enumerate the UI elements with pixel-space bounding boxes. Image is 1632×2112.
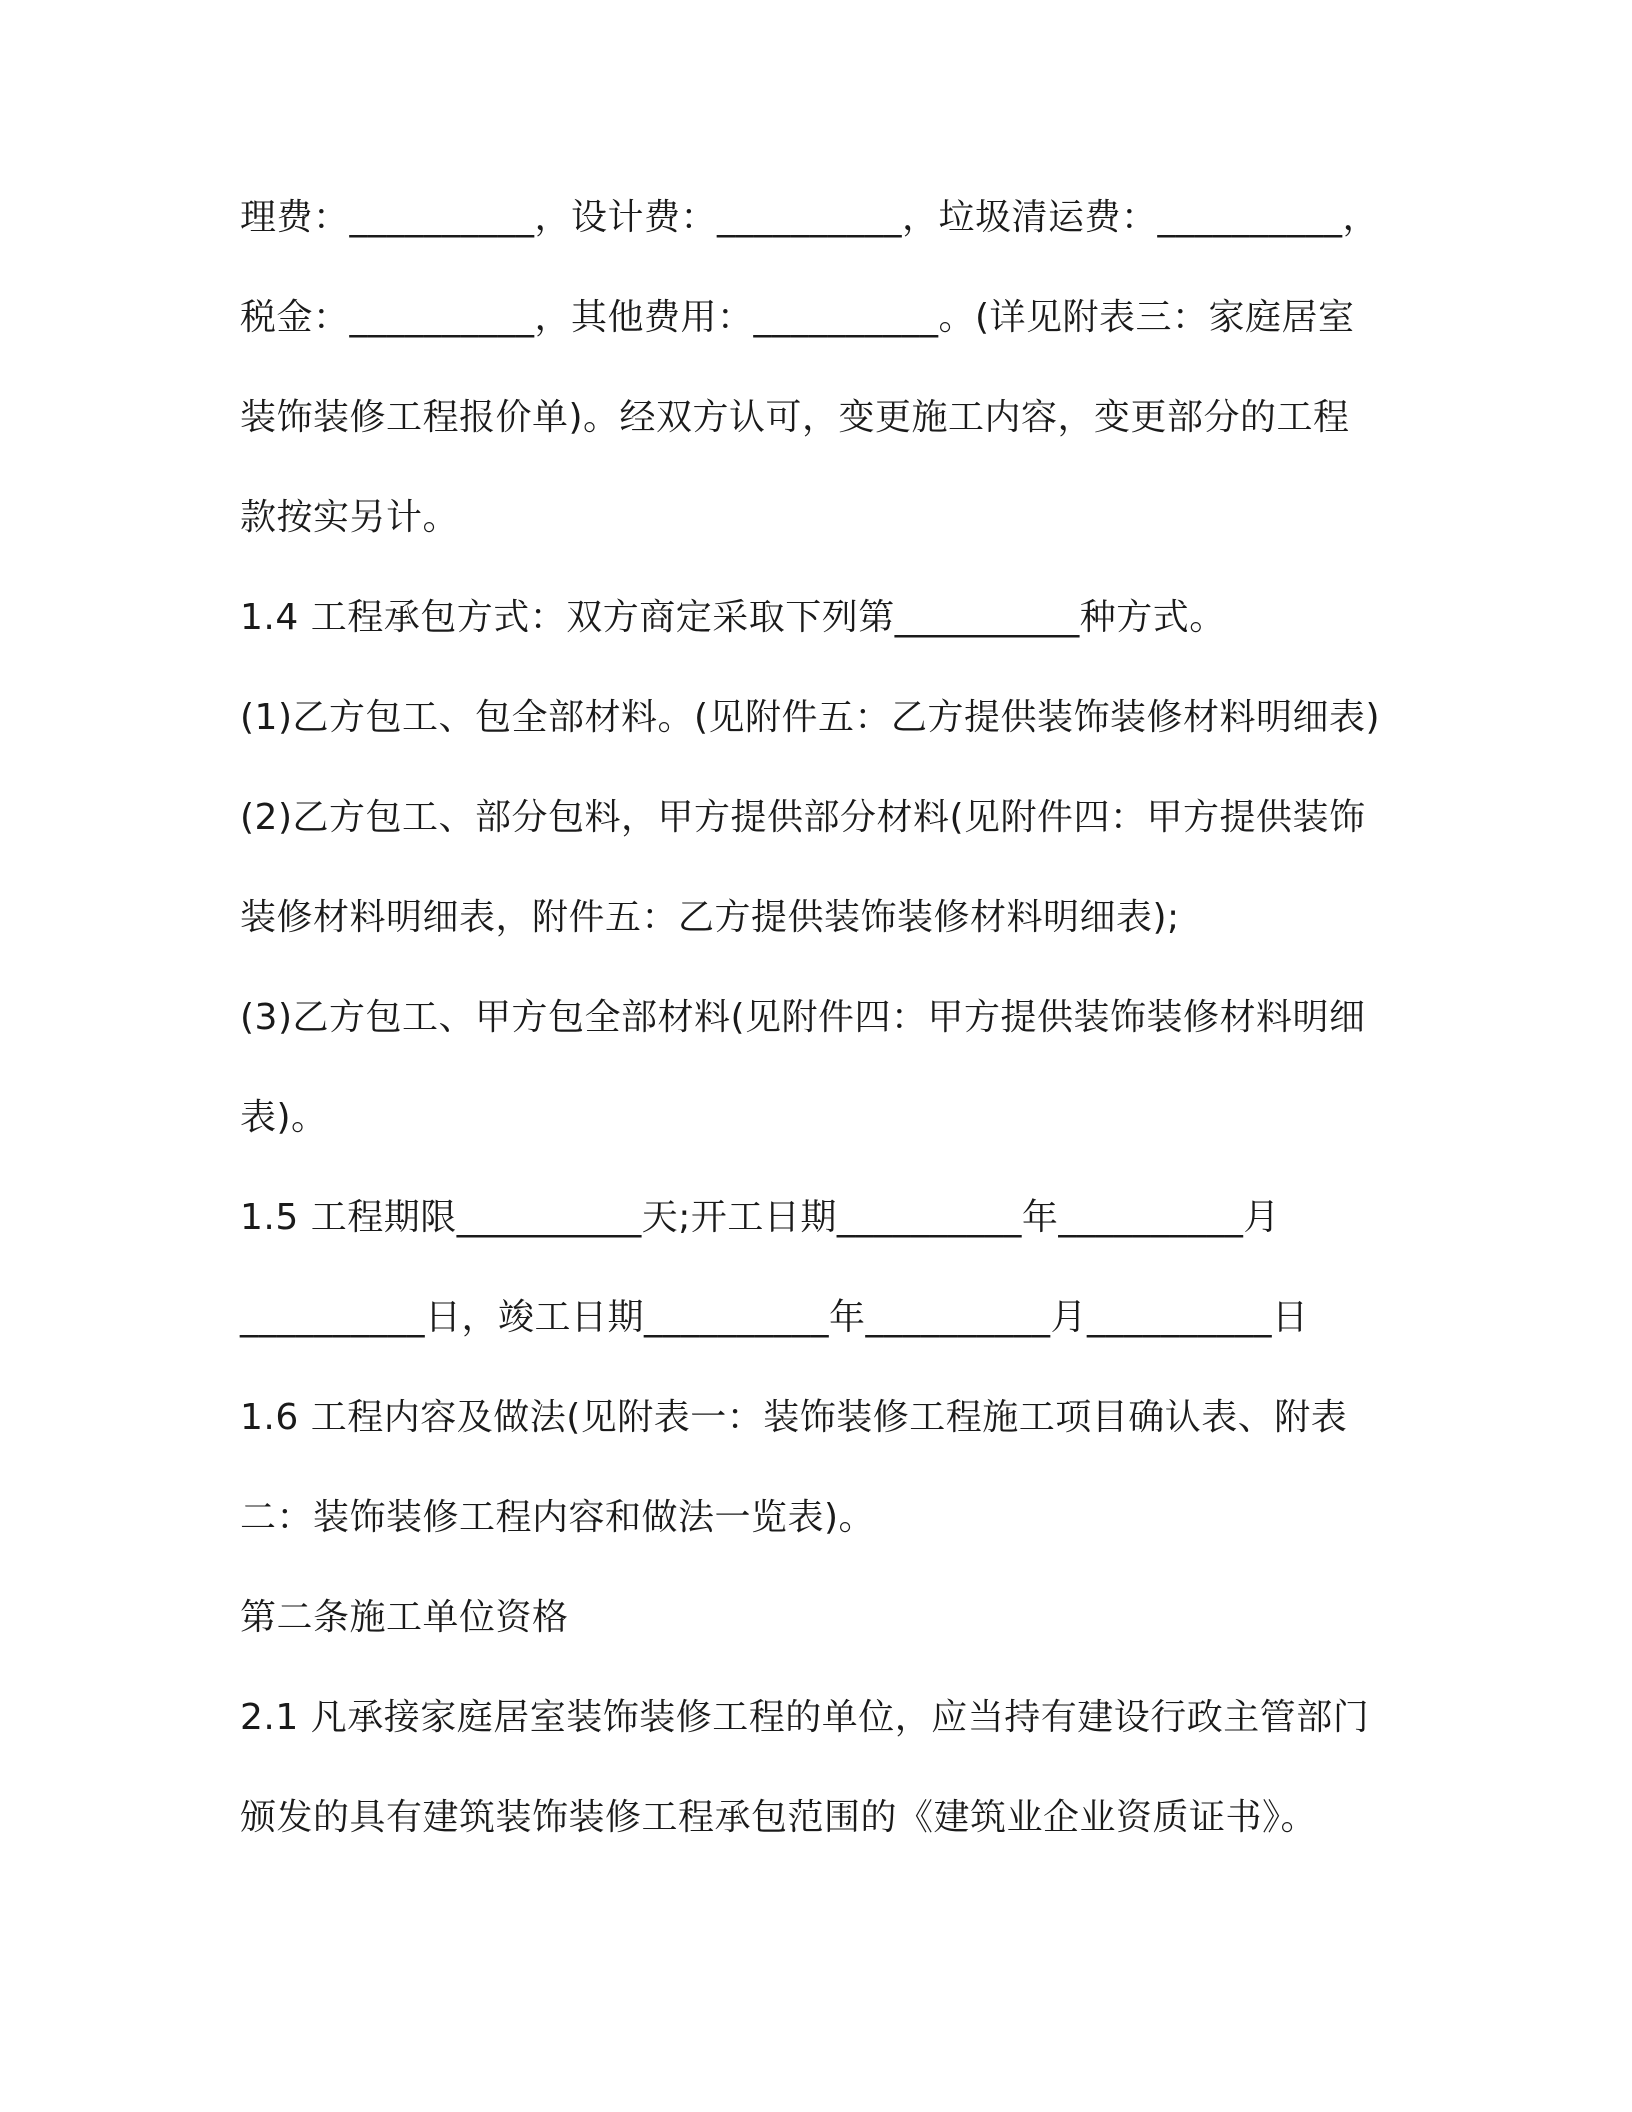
section-heading: 第二条施工单位资格 — [240, 1597, 569, 1638]
text-line-17: 颁发的具有建筑装饰装修工程承包范围的《建筑业企业资质证书》。 — [240, 1797, 1318, 1838]
text-line-12: __________日，竣工日期__________年__________月__________日 — [240, 1297, 1309, 1338]
text-line-16: 2.1 凡承接家庭居室装饰装修工程的单位，应当持有建设行政主管部门 — [240, 1697, 1370, 1738]
text-line-2: 税金：__________，其他费用：__________。(详见附表三：家庭居室 — [240, 297, 1355, 338]
text-line-7: (2)乙方包工、部分包料，甲方提供部分材料(见附件四：甲方提供装饰 — [240, 797, 1366, 838]
text-line-1: 理费：__________，设计费：__________，垃圾清运费：__________， — [240, 197, 1380, 238]
text-line-4: 款按实另计。 — [240, 497, 460, 538]
text-line-11: 1.5 工程期限__________天;开工日期__________年__________月 — [240, 1197, 1280, 1238]
text-line-6: (1)乙方包工、包全部材料。(见附件五：乙方提供装饰装修材料明细表) — [240, 697, 1381, 738]
text-line-10: 表)。 — [240, 1097, 328, 1138]
text-line-3: 装饰装修工程报价单)。经双方认可，变更施工内容，变更部分的工程 — [240, 397, 1350, 438]
text-line-13: 1.6 工程内容及做法(见附表一：装饰装修工程施工项目确认表、附表 — [240, 1397, 1348, 1438]
text-line-9: (3)乙方包工、甲方包全部材料(见附件四：甲方提供装饰装修材料明细 — [240, 997, 1366, 1038]
text-line-8: 装修材料明细表，附件五：乙方提供装饰装修材料明细表); — [240, 897, 1180, 938]
text-line-5: 1.4 工程承包方式：双方商定采取下列第__________种方式。 — [240, 597, 1226, 638]
text-line-14: 二：装饰装修工程内容和做法一览表)。 — [240, 1497, 876, 1538]
